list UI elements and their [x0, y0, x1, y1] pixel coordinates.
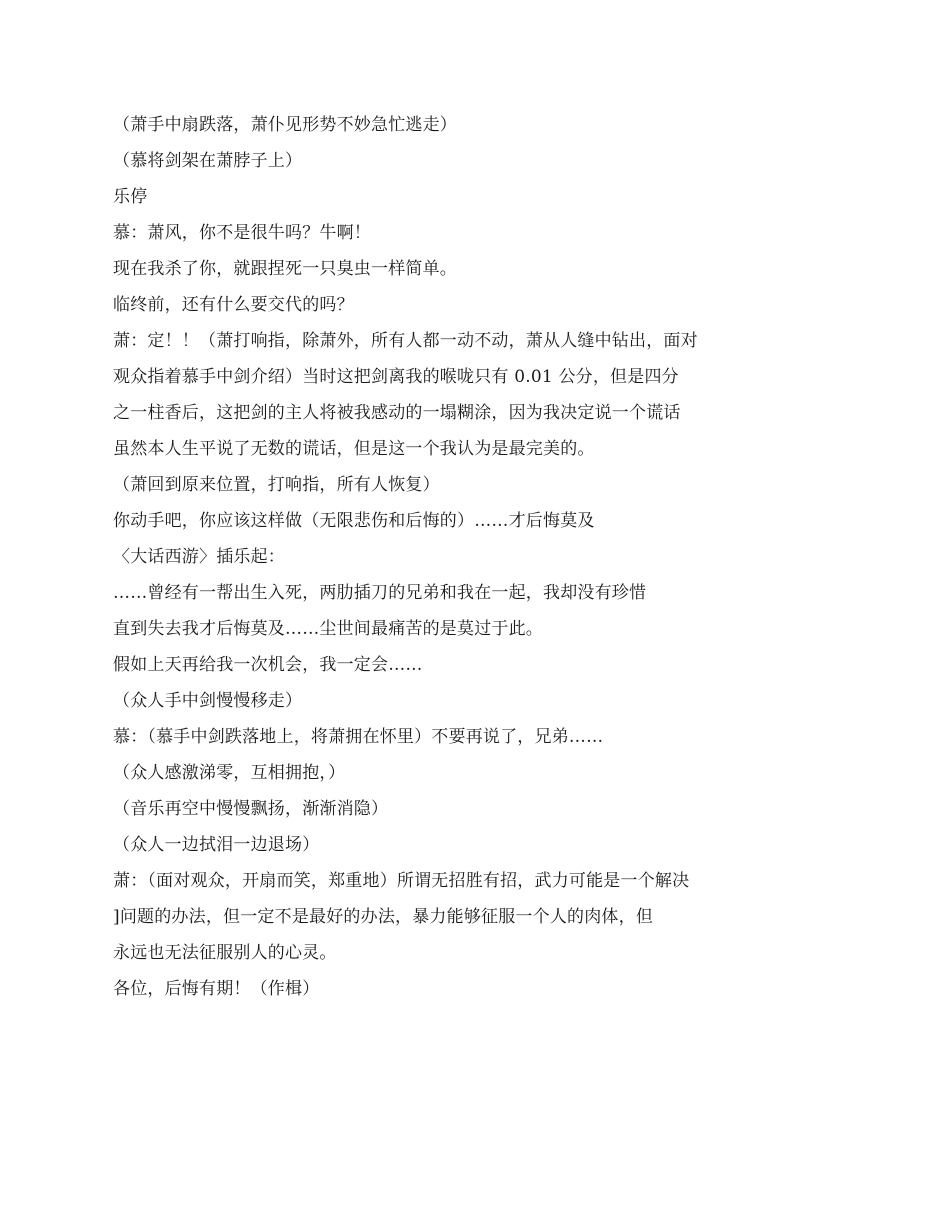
- text-line: 各位，后悔有期！（作楫）: [113, 979, 320, 999]
- script-text-body: [113, 107, 813, 1007]
- text-line: 直到失去我才后悔莫及……尘世间最痛苦的是莫过于此。: [113, 619, 543, 639]
- text-line: 乐停: [113, 187, 148, 207]
- text-line: 之一柱香后，这把剑的主人将被我感动的一塌糊涂，因为我决定说一个谎话: [113, 403, 681, 423]
- text-line: 假如上天再给我一次机会，我一定会……: [113, 655, 423, 675]
- text-line: （众人感激涕零，互相拥抱，）: [113, 763, 346, 783]
- text-line: （慕将剑架在萧脖子上）: [113, 151, 303, 171]
- text-line: （众人一边拭泪一边退场）: [113, 835, 320, 855]
- text-line: （萧手中扇跌落，萧仆见形势不妙急忙逃走）: [113, 115, 457, 135]
- text-line: 观众指着慕手中剑介绍）当时这把剑离我的喉咙只有 0.01 公分，但是四分: [113, 367, 679, 387]
- text-line: 萧：定！！（萧打响指，除萧外，所有人都一动不动，萧从人缝中钻出，面对: [113, 331, 698, 351]
- text-line: （音乐再空中慢慢飘扬，渐渐消隐）: [113, 799, 389, 819]
- text-line: ……曾经有一帮出生入死，两肋插刀的兄弟和我在一起，我却没有珍惜: [113, 583, 647, 603]
- text-line: 虽然本人生平说了无数的谎话，但是这一个我认为是最完美的。: [113, 439, 595, 459]
- text-line: 〈大话西游〉插乐起：: [113, 547, 285, 567]
- text-line: 慕：萧风，你不是很牛吗？牛啊！: [113, 223, 371, 243]
- text-line: ]问题的办法，但一定不是最好的办法，暴力能够征服一个人的肉体，但: [113, 907, 654, 927]
- text-line: （众人手中剑慢慢移走）: [113, 691, 303, 711]
- text-line: 慕：（慕手中剑跌落地上，将萧拥在怀里）不要再说了，兄弟……: [113, 727, 604, 747]
- text-line: 萧：（面对观众，开扇而笑，郑重地）所谓无招胜有招，武力可能是一个解决: [113, 871, 690, 891]
- text-line: 你动手吧，你应该这样做（无限悲伤和后悔的）……才后悔莫及: [113, 511, 595, 531]
- text-line: （萧回到原来位置，打响指，所有人恢复）: [113, 475, 440, 495]
- text-line: 现在我杀了你，就跟捏死一只臭虫一样简单。: [113, 259, 457, 279]
- text-line: 临终前，还有什么要交代的吗？: [113, 295, 354, 315]
- text-line: 永远也无法征服别人的心灵。: [113, 943, 337, 963]
